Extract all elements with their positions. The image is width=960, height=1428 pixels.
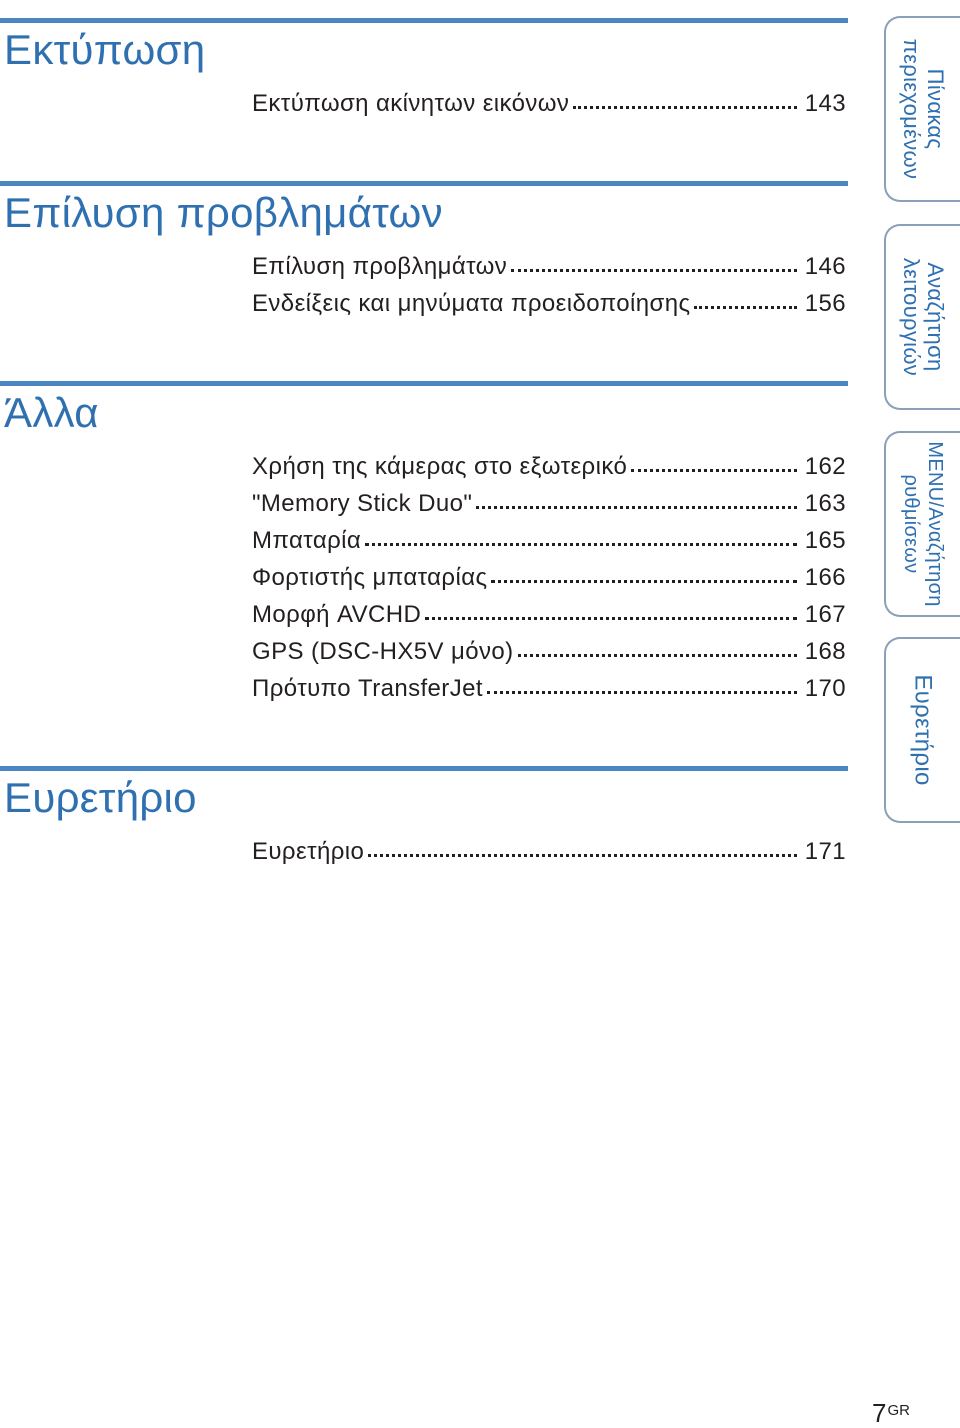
entry-page-number: 143 [804, 90, 846, 117]
dot-leader [476, 506, 796, 509]
entry-label: "Memory Stick Duo" [252, 490, 473, 517]
toc-entry[interactable] [252, 633, 846, 670]
entry-page-number: 168 [804, 638, 846, 665]
tab-label: MENU/Αναζήτηση ρυθμίσεων [900, 441, 946, 607]
section-rule [0, 181, 848, 186]
section-rule [0, 381, 848, 386]
entry-page-number: 167 [804, 601, 846, 628]
toc-entry[interactable] [252, 448, 846, 485]
toc-entry[interactable] [252, 522, 846, 559]
entry-list [252, 248, 846, 322]
entry-page-number: 162 [804, 453, 846, 480]
tab-table-of-contents[interactable] [884, 16, 960, 202]
page-number: $7^{GR}$ [872, 1398, 910, 1428]
dot-leader [518, 654, 797, 657]
dot-leader [368, 854, 797, 857]
entry-label: Μπαταρία [252, 527, 362, 554]
entry-label: Εκτύπωση ακίνητων εικόνων [252, 90, 570, 117]
entry-page-number: 163 [804, 490, 846, 517]
entry-page-number: 156 [804, 290, 846, 317]
entry-label: Επίλυση προβλημάτων [252, 253, 508, 280]
entry-label: Χρήση της κάμερας στο εξωτερικό [252, 453, 628, 480]
toc-entry[interactable] [252, 85, 846, 122]
entry-list [252, 448, 846, 707]
tab-menu-settings-search[interactable] [884, 431, 960, 617]
entry-page-number: 166 [804, 564, 846, 591]
entry-label: Μορφή AVCHD [252, 601, 422, 628]
toc-entry[interactable] [252, 559, 846, 596]
section-rule [0, 766, 848, 771]
tab-label: Ευρετήριο [909, 674, 937, 786]
toc-entry[interactable] [252, 833, 846, 870]
entry-label: Ευρετήριο [252, 838, 365, 865]
section-title: Επίλυση προβλημάτων [4, 189, 443, 236]
section-rule [0, 18, 848, 23]
entry-page-number: 146 [804, 253, 846, 280]
tab-label: Αναζήτηση λειτουργιών [899, 257, 948, 377]
tab-operation-search[interactable] [884, 224, 960, 410]
dot-leader [573, 106, 796, 109]
toc-entry[interactable] [252, 485, 846, 522]
toc-entry[interactable] [252, 248, 846, 285]
toc-entry[interactable] [252, 596, 846, 633]
entry-list [252, 833, 846, 870]
page-suffix: GR [887, 1402, 910, 1419]
dot-leader [491, 580, 796, 583]
entry-label: Ενδείξεις και μηνύματα προειδοποίησης [252, 290, 691, 317]
entry-page-number: 165 [804, 527, 846, 554]
dot-leader [425, 617, 797, 620]
section-title: Εκτύπωση [4, 26, 206, 73]
entry-label: GPS (DSC-HX5V μόνο) [252, 638, 514, 665]
dot-leader [694, 306, 796, 309]
entry-page-number: 170 [804, 675, 846, 702]
entry-label: Πρότυπο TransferJet [252, 675, 483, 702]
tab-label: Πίνακας περιεχομένων [899, 38, 948, 180]
section-title: Άλλα [4, 389, 99, 436]
section-title: Ευρετήριο [4, 774, 197, 821]
side-tabs [884, 0, 960, 830]
entry-label: Φορτιστής μπαταρίας [252, 564, 488, 591]
toc-entry[interactable] [252, 670, 846, 707]
dot-leader [511, 269, 797, 272]
entry-page-number: 171 [804, 838, 846, 865]
dot-leader [365, 543, 797, 546]
toc-entry[interactable] [252, 285, 846, 322]
dot-leader [631, 469, 797, 472]
dot-leader [487, 691, 797, 694]
entry-list [252, 85, 846, 122]
tab-index[interactable] [884, 637, 960, 823]
